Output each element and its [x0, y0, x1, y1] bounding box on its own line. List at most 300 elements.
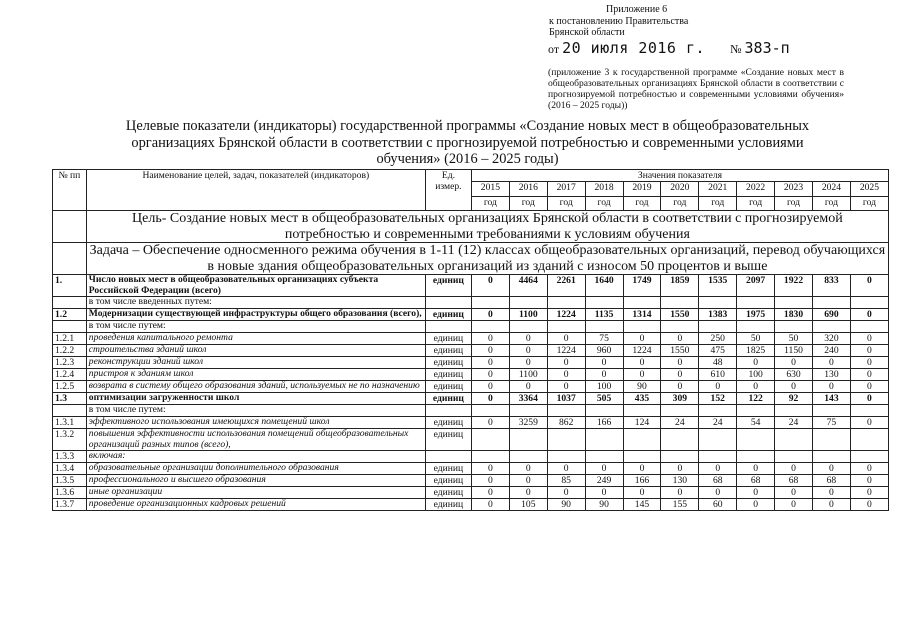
row-code: 1.3.1 — [53, 417, 87, 429]
row-value — [812, 321, 850, 333]
row-value: 0 — [509, 487, 547, 499]
row-value — [509, 321, 547, 333]
row-value: 1314 — [623, 309, 661, 321]
row-value: 249 — [585, 475, 623, 487]
row-value: 0 — [471, 487, 509, 499]
row-code: 1.3 — [53, 393, 87, 405]
row-value: 0 — [812, 463, 850, 475]
row-value: 435 — [623, 393, 661, 405]
row-value — [699, 297, 737, 309]
header-unit: Ед. измер. — [425, 170, 471, 211]
header-year-suffix: год — [737, 197, 775, 211]
row-value: 0 — [775, 487, 813, 499]
row-value — [509, 297, 547, 309]
row-value: 0 — [661, 357, 699, 369]
row-value: 0 — [812, 357, 850, 369]
row-value — [509, 405, 547, 417]
row-value: 0 — [661, 381, 699, 393]
row-value: 0 — [812, 499, 850, 511]
row-value — [699, 321, 737, 333]
row-value: 0 — [509, 333, 547, 345]
row-value: 0 — [585, 357, 623, 369]
row-value: 1825 — [737, 345, 775, 357]
row-value: 309 — [661, 393, 699, 405]
row-value — [699, 451, 737, 463]
table-row — [53, 475, 889, 487]
row-value: 24 — [775, 417, 813, 429]
row-name: Модернизации существующей инфраструктуры общего образования (всего), — [86, 309, 425, 321]
row-value: 60 — [699, 499, 737, 511]
row-code — [53, 321, 87, 333]
row-value — [661, 321, 699, 333]
row-code: 1.3.4 — [53, 463, 87, 475]
row-value — [623, 321, 661, 333]
table-row — [53, 309, 889, 321]
row-value: 0 — [661, 333, 699, 345]
row-value — [623, 297, 661, 309]
row-value — [661, 297, 699, 309]
row-value: 100 — [585, 381, 623, 393]
row-value: 50 — [737, 333, 775, 345]
empty-cell — [53, 243, 87, 275]
row-name: профессионального и высшего образования — [86, 475, 425, 487]
row-name: в том числе путем: — [86, 405, 425, 417]
row-code: 1. — [53, 275, 87, 297]
row-value: 0 — [471, 357, 509, 369]
row-value — [812, 405, 850, 417]
row-value: 92 — [775, 393, 813, 405]
header-year: 2018 — [585, 182, 623, 197]
row-value: 0 — [699, 487, 737, 499]
table-row — [53, 417, 889, 429]
row-value: 0 — [661, 369, 699, 381]
row-code: 1.3.5 — [53, 475, 87, 487]
approval-stamp — [549, 4, 688, 39]
row-code: 1.2.3 — [53, 357, 87, 369]
row-value: 0 — [547, 487, 585, 499]
row-value — [850, 297, 888, 309]
row-value — [509, 451, 547, 463]
row-value: 250 — [699, 333, 737, 345]
row-value — [661, 429, 699, 451]
row-value — [850, 429, 888, 451]
row-value — [585, 297, 623, 309]
table-row — [53, 405, 889, 417]
row-value — [623, 451, 661, 463]
row-name: реконструкции зданий школ — [86, 357, 425, 369]
row-value — [812, 429, 850, 451]
row-value: 320 — [812, 333, 850, 345]
row-value — [585, 429, 623, 451]
row-value: 0 — [850, 275, 888, 297]
row-value — [737, 405, 775, 417]
row-value: 0 — [471, 381, 509, 393]
row-value: 0 — [509, 381, 547, 393]
header-year: 2017 — [547, 182, 585, 197]
row-value: 1535 — [699, 275, 737, 297]
row-value — [850, 451, 888, 463]
row-value — [623, 405, 661, 417]
header-year: 2023 — [775, 182, 813, 197]
row-value: 0 — [775, 463, 813, 475]
row-name: в том числе введенных путем: — [86, 297, 425, 309]
table-row — [53, 499, 889, 511]
row-value — [471, 321, 509, 333]
header-year: 2024 — [812, 182, 850, 197]
row-value: 155 — [661, 499, 699, 511]
row-value: 630 — [775, 369, 813, 381]
row-value: 0 — [850, 487, 888, 499]
row-value — [737, 321, 775, 333]
row-code: 1.3.6 — [53, 487, 87, 499]
table-row — [53, 369, 889, 381]
table-row — [53, 429, 889, 451]
row-value: 68 — [737, 475, 775, 487]
row-value: 1550 — [661, 345, 699, 357]
row-value: 0 — [471, 309, 509, 321]
row-value — [737, 429, 775, 451]
row-value: 0 — [699, 463, 737, 475]
row-value: 0 — [737, 357, 775, 369]
task-row: Задача – Обеспечение односменного режима обучения в 1-11 (12) классах общеобразовательных организаций, перевод обучающихся в новые здания общеобразовательных организаций из зданий с износом 50 процентов и выше — [86, 243, 888, 275]
row-value: 4464 — [509, 275, 547, 297]
row-value: 0 — [509, 463, 547, 475]
row-unit: единиц — [425, 381, 471, 393]
row-code: 1.2.4 — [53, 369, 87, 381]
row-value: 1550 — [661, 309, 699, 321]
row-value: 130 — [661, 475, 699, 487]
header-name: Наименование целей, задач, показателей (индикаторов) — [86, 170, 425, 211]
row-value: 0 — [850, 381, 888, 393]
row-name: иные организации — [86, 487, 425, 499]
table-row — [53, 463, 889, 475]
row-value: 124 — [623, 417, 661, 429]
table-row — [53, 333, 889, 345]
row-value: 0 — [547, 333, 585, 345]
row-value: 1037 — [547, 393, 585, 405]
row-value: 0 — [737, 381, 775, 393]
row-value — [775, 321, 813, 333]
row-value: 3364 — [509, 393, 547, 405]
row-value: 90 — [547, 499, 585, 511]
row-value: 0 — [775, 381, 813, 393]
row-value: 610 — [699, 369, 737, 381]
row-name: Число новых мест в общеобразовательных организациях субъекта Российской Федерации (всего) — [86, 275, 425, 297]
row-unit — [425, 321, 471, 333]
row-value — [471, 429, 509, 451]
handwritten-number: 383-п — [744, 39, 790, 57]
row-value — [585, 405, 623, 417]
resolution-date-line — [548, 39, 790, 57]
row-value: 0 — [623, 487, 661, 499]
row-value — [547, 451, 585, 463]
row-value — [737, 297, 775, 309]
row-value — [585, 321, 623, 333]
row-value: 3259 — [509, 417, 547, 429]
row-value: 0 — [737, 499, 775, 511]
row-code: 1.2.1 — [53, 333, 87, 345]
row-code: 1.2 — [53, 309, 87, 321]
row-value: 0 — [737, 463, 775, 475]
table-row — [53, 297, 889, 309]
row-value — [471, 405, 509, 417]
row-name: возврата в систему общего образования зданий, используемых не по назначению — [86, 381, 425, 393]
row-value: 1749 — [623, 275, 661, 297]
header-year-suffix: год — [812, 197, 850, 211]
row-value: 1859 — [661, 275, 699, 297]
header-year-suffix: год — [850, 197, 888, 211]
page-title: Целевые показатели (индикаторы) государственной программы «Создание новых мест в общеобразовательных организациях Брянской области в соответствии с прогнозируемой потребностью и современными условиями обучения» (2016 – 2025 годы) — [125, 118, 810, 167]
number-prefix: № — [730, 42, 742, 56]
row-value: 24 — [699, 417, 737, 429]
row-value: 0 — [471, 369, 509, 381]
row-value — [547, 429, 585, 451]
row-value: 0 — [850, 475, 888, 487]
row-value: 1383 — [699, 309, 737, 321]
row-unit: единиц — [425, 417, 471, 429]
header-year-suffix: год — [775, 197, 813, 211]
row-value: 85 — [547, 475, 585, 487]
row-value: 50 — [775, 333, 813, 345]
appendix-label: Приложение 6 — [606, 4, 668, 15]
row-value — [812, 451, 850, 463]
row-unit: единиц — [425, 487, 471, 499]
row-value: 0 — [850, 499, 888, 511]
row-unit: единиц — [425, 357, 471, 369]
row-value: 0 — [471, 393, 509, 405]
row-value: 152 — [699, 393, 737, 405]
row-value: 0 — [850, 357, 888, 369]
row-value: 0 — [699, 381, 737, 393]
table-row — [53, 381, 889, 393]
row-unit — [425, 297, 471, 309]
row-value: 240 — [812, 345, 850, 357]
program-note: (приложение 3 к государственной программе «Создание новых мест в общеобразовательных организациях Брянской области в соответствии с прогнозируемой потребностью и современными условиями обучения» (2016 – 2025 годы)) — [548, 67, 844, 111]
row-value: 0 — [547, 381, 585, 393]
row-value — [850, 321, 888, 333]
row-unit: единиц — [425, 429, 471, 451]
row-value: 0 — [585, 369, 623, 381]
handwritten-date: 20 июля 2016 г. — [562, 39, 706, 57]
row-value: 166 — [585, 417, 623, 429]
row-value: 0 — [585, 463, 623, 475]
row-value — [775, 429, 813, 451]
header-year-suffix: год — [623, 197, 661, 211]
row-value: 1224 — [547, 345, 585, 357]
row-unit: единиц — [425, 499, 471, 511]
row-name: эффективного использования имеющихся помещений школ — [86, 417, 425, 429]
region-label: Брянской области — [549, 27, 625, 38]
header-year-suffix: год — [699, 197, 737, 211]
row-value — [471, 451, 509, 463]
row-value: 2261 — [547, 275, 585, 297]
row-value: 105 — [509, 499, 547, 511]
table-row — [53, 487, 889, 499]
header-year-suffix: год — [547, 197, 585, 211]
goal-row: Цель- Создание новых мест в общеобразовательных организациях Брянской области в соответствии с прогнозируемой потребностью и современными требованиями к условиям обучения — [86, 211, 888, 243]
row-value — [585, 451, 623, 463]
table-body — [53, 211, 889, 511]
row-unit: единиц — [425, 333, 471, 345]
row-value — [850, 405, 888, 417]
header-year: 2025 — [850, 182, 888, 197]
row-value: 1224 — [623, 345, 661, 357]
row-value — [775, 405, 813, 417]
header-year: 2021 — [699, 182, 737, 197]
row-value: 0 — [812, 487, 850, 499]
row-value: 1100 — [509, 369, 547, 381]
row-value: 75 — [585, 333, 623, 345]
row-value: 833 — [812, 275, 850, 297]
row-value: 1830 — [775, 309, 813, 321]
row-value: 0 — [509, 475, 547, 487]
row-value: 0 — [471, 417, 509, 429]
table-row — [53, 357, 889, 369]
row-name: проведения капитального ремонта — [86, 333, 425, 345]
row-value — [812, 297, 850, 309]
row-value — [775, 451, 813, 463]
table-row — [53, 321, 889, 333]
row-value: 0 — [471, 463, 509, 475]
row-value: 0 — [775, 499, 813, 511]
row-value: 0 — [850, 309, 888, 321]
row-value: 690 — [812, 309, 850, 321]
header-year-suffix: год — [471, 197, 509, 211]
header-year: 2022 — [737, 182, 775, 197]
row-value: 0 — [547, 357, 585, 369]
row-value: 0 — [775, 357, 813, 369]
row-unit: единиц — [425, 345, 471, 357]
row-value — [775, 297, 813, 309]
table-row — [53, 451, 889, 463]
table-row — [53, 275, 889, 297]
row-value: 0 — [850, 393, 888, 405]
header-year-suffix: год — [509, 197, 547, 211]
row-value: 0 — [623, 369, 661, 381]
row-name: пристроя к зданиям школ — [86, 369, 425, 381]
row-value: 166 — [623, 475, 661, 487]
row-value: 1100 — [509, 309, 547, 321]
row-value: 1150 — [775, 345, 813, 357]
row-value: 0 — [471, 345, 509, 357]
row-value: 0 — [585, 487, 623, 499]
row-value: 0 — [623, 357, 661, 369]
row-value: 143 — [812, 393, 850, 405]
row-value — [661, 451, 699, 463]
row-unit — [425, 405, 471, 417]
empty-cell — [53, 211, 87, 243]
row-value: 0 — [509, 345, 547, 357]
table-row — [53, 345, 889, 357]
row-value: 1135 — [585, 309, 623, 321]
header-year-suffix: год — [585, 197, 623, 211]
row-value — [547, 321, 585, 333]
row-value: 1922 — [775, 275, 813, 297]
row-value: 0 — [661, 463, 699, 475]
table-row — [53, 393, 889, 405]
row-value: 100 — [737, 369, 775, 381]
row-value: 0 — [850, 333, 888, 345]
row-value: 0 — [547, 463, 585, 475]
row-name: проведение организационных кадровых решений — [86, 499, 425, 511]
row-value: 1640 — [585, 275, 623, 297]
header-year: 2019 — [623, 182, 661, 197]
row-value: 75 — [812, 417, 850, 429]
row-value: 90 — [585, 499, 623, 511]
row-value: 0 — [623, 463, 661, 475]
row-value: 1224 — [547, 309, 585, 321]
row-value — [699, 405, 737, 417]
row-value: 960 — [585, 345, 623, 357]
row-value: 68 — [699, 475, 737, 487]
row-value: 0 — [850, 345, 888, 357]
row-unit: единиц — [425, 393, 471, 405]
row-name: оптимизации загруженности школ — [86, 393, 425, 405]
row-value: 0 — [471, 475, 509, 487]
row-value — [661, 405, 699, 417]
row-value: 0 — [850, 417, 888, 429]
row-value: 0 — [623, 333, 661, 345]
header-year-suffix: год — [661, 197, 699, 211]
row-value: 0 — [471, 333, 509, 345]
row-value: 0 — [471, 499, 509, 511]
header-year: 2016 — [509, 182, 547, 197]
row-value: 130 — [812, 369, 850, 381]
row-value — [471, 297, 509, 309]
table-header — [53, 170, 889, 211]
row-value: 68 — [775, 475, 813, 487]
row-code — [53, 405, 87, 417]
row-value: 122 — [737, 393, 775, 405]
row-unit: единиц — [425, 275, 471, 297]
row-value: 0 — [509, 357, 547, 369]
row-unit — [425, 451, 471, 463]
row-value: 2097 — [737, 275, 775, 297]
row-code: 1.3.7 — [53, 499, 87, 511]
row-value — [699, 429, 737, 451]
row-name: строительства зданий школ — [86, 345, 425, 357]
row-value — [737, 451, 775, 463]
date-prefix: от — [548, 42, 560, 56]
row-name: повышения эффективности использования помещений общеобразовательных организаций разных типов (всего), — [86, 429, 425, 451]
row-value: 475 — [699, 345, 737, 357]
row-code: 1.3.2 — [53, 429, 87, 451]
row-value: 0 — [850, 369, 888, 381]
row-value: 0 — [547, 369, 585, 381]
row-unit: единиц — [425, 475, 471, 487]
row-unit: единиц — [425, 463, 471, 475]
row-value: 54 — [737, 417, 775, 429]
row-value: 0 — [812, 381, 850, 393]
row-value: 48 — [699, 357, 737, 369]
row-code: 1.3.3 — [53, 451, 87, 463]
row-value — [547, 297, 585, 309]
row-value — [547, 405, 585, 417]
header-values: Значения показателя — [471, 170, 888, 182]
row-name: включая: — [86, 451, 425, 463]
resolution-label: к постановлению Правительства — [549, 15, 689, 27]
row-value: 90 — [623, 381, 661, 393]
row-value: 0 — [737, 487, 775, 499]
row-value: 505 — [585, 393, 623, 405]
row-unit: единиц — [425, 369, 471, 381]
row-unit: единиц — [425, 309, 471, 321]
row-value — [509, 429, 547, 451]
row-value: 1975 — [737, 309, 775, 321]
row-code — [53, 297, 87, 309]
row-value: 0 — [661, 487, 699, 499]
row-value: 68 — [812, 475, 850, 487]
